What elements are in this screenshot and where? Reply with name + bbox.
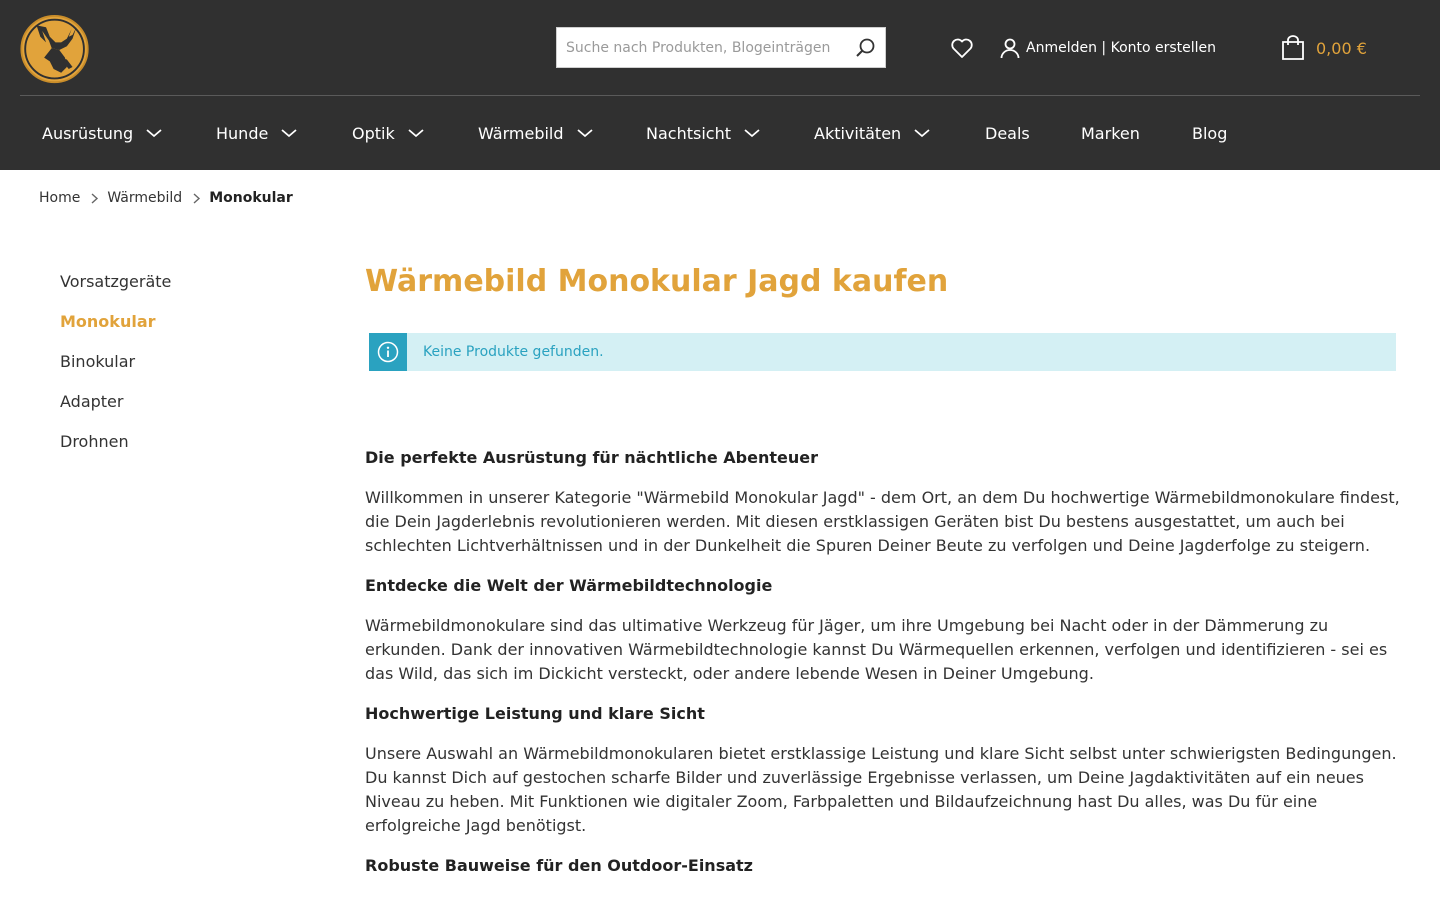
shopping-bag-icon <box>1281 35 1305 61</box>
breadcrumb <box>39 190 293 206</box>
alert-icon-box <box>369 333 407 371</box>
chevron-right-icon <box>90 193 99 204</box>
chevron-down-icon <box>743 127 761 139</box>
chevron-down-icon <box>145 127 163 139</box>
nav-item-nachtsicht[interactable] <box>646 96 761 170</box>
section-heading: Robuste Bauweise für den Outdoor-Einsatz <box>365 856 753 875</box>
category-sidebar <box>60 270 171 470</box>
chevron-down-icon <box>913 127 931 139</box>
breadcrumb-category[interactable]: Wärmebild <box>107 190 183 206</box>
nav-item-blog[interactable] <box>1192 96 1227 170</box>
nav-item-optik[interactable] <box>352 96 425 170</box>
account-link[interactable] <box>1000 36 1216 60</box>
section-text: Unsere Auswahl an Wärmebildmonokularen bietet erstklassige Leistung und klare Sicht selbst unter schwierigsten Bedingungen. Du kannst Dich auf gestochen scharfe Bilder und zuverlässige Ergebnisse verlassen, um Deine Jagdaktivitäten auf ein neues Niveau zu heben. Mit Funktionen wie digitaler Zoom, Farbpaletten und Bildaufzeichnung hast Du alles, was Du für eine erfolgreiche Jagd benötigst. <box>365 744 1397 835</box>
section-text: Willkommen in unserer Kategorie "Wärmebild Monokular Jagd" - dem Ort, an dem Du hochwertige Wärmebildmonokulare findest, die Dein Jagderlebnis revolutionieren werden. Mit diesen erstklassigen Geräten bist Du bestens ausgestattet, um auch bei schlechten Lichtverhältnissen und in der Dunkelheit die Spuren Deiner Beute zu verfolgen und Deine Jagderfolge zu steigern. <box>365 488 1400 555</box>
nav-item-hunde[interactable] <box>216 96 298 170</box>
chevron-down-icon <box>576 127 594 139</box>
main-content <box>365 262 1405 875</box>
nav-item-label: Ausrüstung <box>42 123 134 143</box>
breadcrumb-home[interactable]: Home <box>39 190 81 206</box>
sidebar-item-adapter[interactable]: Adapter <box>60 392 124 411</box>
page-title: Wärmebild Monokular Jagd kaufen <box>365 264 949 299</box>
nav-item-label: Aktivitäten <box>814 123 902 143</box>
section-heading: Entdecke die Welt der Wärmebildtechnologie <box>365 576 773 595</box>
nav-item-label: Hunde <box>216 123 269 143</box>
sidebar-item-monokular[interactable]: Monokular <box>60 312 156 331</box>
search-input[interactable] <box>557 28 847 67</box>
search-icon[interactable] <box>853 36 877 60</box>
search-box <box>556 27 886 68</box>
chevron-down-icon <box>407 127 425 139</box>
main-nav <box>0 96 1440 170</box>
chevron-right-icon <box>192 193 201 204</box>
nav-item-marken[interactable] <box>1081 96 1140 170</box>
nav-item-deals[interactable] <box>985 96 1030 170</box>
sidebar-item-drohnen[interactable]: Drohnen <box>60 432 129 451</box>
nav-item-label: Deals <box>985 123 1030 143</box>
sidebar-item-vorsatzgeraete[interactable]: Vorsatzgeräte <box>60 272 172 291</box>
cart-button[interactable] <box>1281 35 1367 61</box>
user-icon <box>1000 37 1020 59</box>
nav-item-aktivitaeten[interactable] <box>814 96 931 170</box>
nav-item-label: Optik <box>352 123 395 143</box>
chevron-down-icon <box>280 127 298 139</box>
info-icon <box>377 341 399 363</box>
section-text: Wärmebildmonokulare sind das ultimative Werkzeug für Jäger, um ihre Umgebung bei Nacht oder in der Dämmerung zu erkunden. Dank der innovativen Wärmebildtechnologie kannst Du Wärmequellen erkennen, verfolgen und identifizieren - sei es das Wild, das sich im Dickicht versteckt, oder andere lebende Wesen in Deiner Umgebung. <box>365 616 1388 683</box>
nav-item-label: Nachtsicht <box>646 123 731 143</box>
nav-item-waermebild[interactable] <box>478 96 594 170</box>
cart-total: 0,00 € <box>1316 38 1367 58</box>
breadcrumb-current: Monokular <box>209 190 293 206</box>
section-heading: Hochwertige Leistung und klare Sicht <box>365 704 705 723</box>
category-description <box>365 446 1405 894</box>
info-alert <box>369 333 1396 371</box>
nav-item-ausruestung[interactable] <box>42 96 163 170</box>
account-label: Anmelden | Konto erstellen <box>1026 40 1217 56</box>
site-header <box>0 0 1440 170</box>
nav-item-label: Marken <box>1081 123 1140 143</box>
nav-item-label: Wärmebild <box>478 123 564 143</box>
nav-item-label: Blog <box>1192 123 1228 143</box>
section-heading: Die perfekte Ausrüstung für nächtliche Abenteuer <box>365 448 818 467</box>
heart-icon[interactable] <box>950 37 974 59</box>
alert-message: Keine Produkte gefunden. <box>423 344 604 360</box>
sidebar-item-binokular[interactable]: Binokular <box>60 352 136 371</box>
deer-logo[interactable] <box>17 14 94 86</box>
